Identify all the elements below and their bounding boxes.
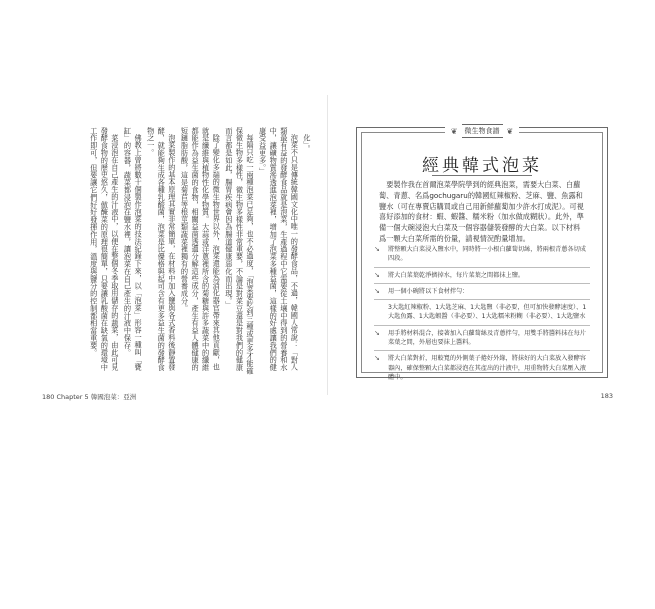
recipe-step bbox=[374, 284, 590, 300]
step-text: 用一個小碗將以下食材拌勻： bbox=[388, 287, 469, 295]
left-paragraph: 除了變化多端的微生物世界以外，泡菜還能為消化器官帶來其他貢獻，也就是纖維與植物性化學物質。大蒜或洋蔥裡所含的菊糖與許多蔬菜中的纖維都能作為益生菌的食物，相關益菌透過分解這些成分，產生有益人體健康的短鏈脂肪酸，這是菊苣等根莖類蔬菜裡獨有的營養成分。 bbox=[180, 127, 222, 372]
ingredient-list: 3大匙紅辣椒粉、1大匙芝麻、1大匙鹽（非必要，但可加快發酵速度）、1大匙魚露、1大匙蝦醬（非必要）、1大匙糯米粉糊（非必要）、1大匙鹽水 bbox=[388, 304, 587, 321]
step-text: 將大白菜對折，用較寬的外側葉子捲好外緣，將抹好的大白菜放入發酵容器內，確保整顆大白菜都浸泡在其產出的汁液中，用重物將大白菜壓入液體中。 bbox=[388, 355, 586, 381]
recipe-intro: 要製作我在首爾泡菜學院學到的經典泡菜，需要大白菜、白蘿蔔、青蔥、名爲gochugaru的韓國紅辣椒粉、芝麻、鹽、魚露和鹽水（可在專賣店購買或自己用新鮮蘿蔔加少許水打成泥）。可視喜好添加的食材：蝦、蝦醬、糯米粉（加水做成糊狀）。此外，準備一個大碗浸泡大白菜及一個容器儲裝發酵的大白菜。以下材料爲一顆大白菜所需的份量，請視情況酌量增加。 bbox=[379, 180, 584, 243]
recipe-card bbox=[356, 126, 608, 381]
recipe-title: 經典韓式泡菜 bbox=[422, 156, 542, 176]
ornament-right-icon: ❦ bbox=[506, 126, 514, 136]
right-page-number: 183 bbox=[600, 392, 613, 400]
step-text: 用手將材料混合，接著加入白蘿蔔絲及青蔥拌勻，用雙手將醬料抹在每片菜葉之間，外層也要抹上醬料。 bbox=[388, 329, 586, 347]
left-paragraph: 每隔只吃一兩種泡菜已足夠，也不必過度，「泡菜要吃到三種或更多才能確保微生物多樣性，微生物多樣性非常重要，不論是對菜豆還是對我們的健康而言都是如此，腸胃疾病會因為腸道健康惡化而出現。」 bbox=[224, 127, 256, 375]
left-paragraph: 泡菜製作的基本原理其實非常簡單，在材料中加入鹽與各式香料後靜置發酵，就能夠生成各種乳酸菌，泡菜是比優格與起司含有更多益生菌的發酵食物之一。 bbox=[146, 127, 177, 372]
step-bullet-icon: ↘ bbox=[374, 270, 380, 279]
badge-label: 微生物食譜 bbox=[462, 124, 503, 138]
left-paragraph: 泡菜不只是傳統韓國文化中唯一的發酵食品，不過，韓國人常說：「對人類最有益的發酵食品就是泡菜，生產過程中它需要從土壤中得到的營養和水中，讓礦物質滲透進泡菜裡，增加了泡菜多種益菌，這樣的好處讓我們的健康受益更多。」 bbox=[258, 127, 300, 372]
title-divider bbox=[432, 175, 532, 176]
step-text: 將大白菜葉乾淨擠掉水，每片菜葉之間都抹上鹽。 bbox=[388, 271, 525, 279]
gutter-divider bbox=[327, 95, 328, 395]
left-page-footer: 180 Chapter 5 韓國泡菜：亞洲 bbox=[42, 393, 137, 401]
recipe-card-inner-border bbox=[361, 126, 603, 381]
step-bullet-icon: ↘ bbox=[374, 286, 380, 295]
recipe-step-ingredients bbox=[374, 300, 590, 326]
step-bullet-icon: ↘ bbox=[374, 328, 380, 337]
left-paragraph: 化」。 bbox=[303, 134, 312, 153]
recipe-step bbox=[374, 351, 590, 385]
left-paragraph: 佛教上曾將數十個製作泡菜的技法紀錄下來，以「泡菜」形容一種叫「甕缸」的容器，蔬菜都浸泡在鹽水裡，讓泡菜在自己產生的汁液中保存。 bbox=[123, 127, 144, 371]
left-page-body bbox=[42, 127, 312, 377]
recipe-step bbox=[374, 326, 590, 352]
recipe-step bbox=[374, 242, 590, 268]
step-bullet-icon: ↘ bbox=[374, 245, 380, 253]
step-bullet-icon: ↘ bbox=[374, 354, 380, 363]
left-paragraph: 菜浸泡在自己產生的汁液中，以便在整個冬季取用儲存的蔬菜，由此可見發酵食物的歷史悠久，做醃菜的原理很簡單，只要讓乳酸菌在缺氧的環境中工作即可，但要讓它們好好發揮作用，溫度與鹽分的控制都相當重要。 bbox=[89, 127, 120, 372]
step-text: 將整顆大白菜浸入鹽水中，同時將一小根白蘿蔔切絲，將兩根青蔥各切成四段。 bbox=[388, 246, 586, 263]
recipe-steps bbox=[374, 242, 590, 385]
recipe-step bbox=[374, 268, 590, 284]
recipe-badge bbox=[445, 124, 519, 138]
ornament-left-icon: ❦ bbox=[450, 126, 458, 136]
